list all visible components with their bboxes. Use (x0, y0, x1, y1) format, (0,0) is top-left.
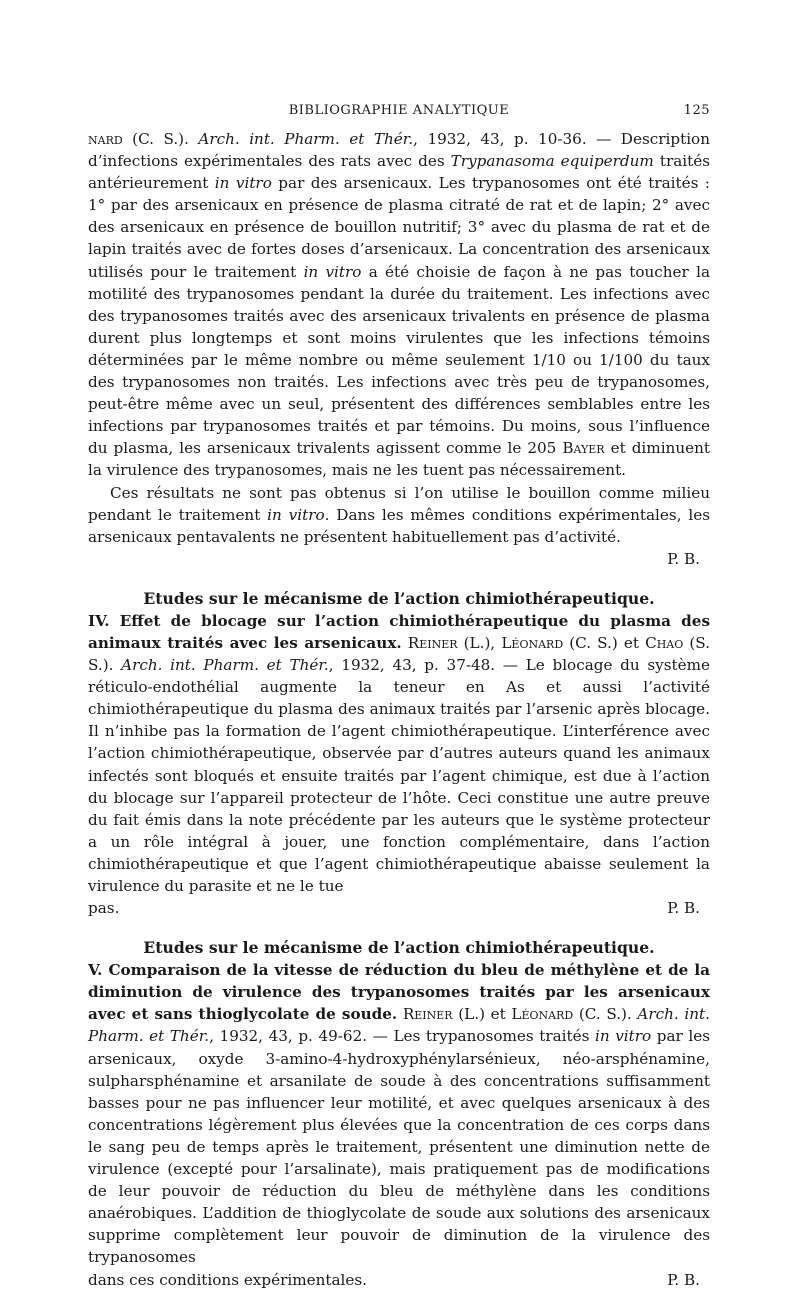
page (88, 100, 710, 1291)
author-name: Reiner (407, 633, 458, 652)
journal-name: Arch. int. Pharm. et Thér. (121, 656, 329, 675)
signature: P. B. (667, 899, 700, 918)
signature: P. B. (667, 549, 700, 568)
article-subheading: IV. Effet de blocage sur l’action chimiothérapeutique du plasma des animaux traités avec les arsenicaux. (88, 611, 710, 652)
journal-name: Arch. int. Pharm. et Thér. (88, 1005, 710, 1046)
product-name: Bayer (562, 439, 605, 458)
running-header (88, 100, 710, 124)
article-2 (88, 588, 710, 919)
author-name: Reiner (402, 1005, 453, 1024)
article-1-paragraph-2: Ces résultats ne sont pas obtenus si l’on utilise le bouillon comme milieu pendant le traitement in vitro. Dans les mêmes conditions expérimentales, les arsenicaux pentavalents ne présentent habituellement pas d’activité. (88, 483, 711, 546)
article-3 (88, 937, 710, 1290)
author-name: Léonard (501, 633, 564, 652)
author-name: Léonard (511, 1005, 574, 1024)
article-2-body: IV. Effet de blocage sur l’action chimiothérapeutique du plasma des animaux traités avec les arsenicaux. Reiner (L.), Léonard (C. S.) et Chao (S. S.). Arch. int. Pharm. et Thér., 1932, 43, p. 37-48. — Le blocage du système réticulo-endothélial augmente la teneur en As et aussi l’activité chimiothérapeutique du plasma des animaux traités par l’arsenic après blocage. Il n’inhibe pas la formation de l’agent chimiothérapeutique. L’interférence avec l’action chimiothérapeutique, observée par d’autres auteurs quand les animaux infectés sont bloqués et ensuite traités par l’agent chimique, est due à l’action du blocage sur l’appareil protecteur de l’hôte. Ceci constitue une autre preuve du fait émis dans la note précédente par les auteurs que le système protecteur a un rôle intégral à jouer, une fonction complémentaire, dans l’action chimiothérapeutique et que l’agent chimiothérapeutique abaisse seulement la virulence du parasite et ne le tue (88, 611, 711, 895)
article-subheading: V. Comparaison de la vitesse de réduction du bleu de méthylène et de la diminution de virulence des trypanosomes traités par les arsenicaux avec et sans thioglycolate de soude. (88, 961, 710, 1024)
article-3-body: V. Comparaison de la vitesse de réduction du bleu de méthylène et de la diminution de virulence des trypanosomes traités par les arsenicaux avec et sans thioglycolate de soude. Reiner (L.) et Léonard (C. S.). Arch. int. Pharm. et Thér., 1932, 43, p. 49-62. — Les trypanosomes traités in vitro par les arsenicaux, oxyde 3-amino-4-hydroxyphénylarsénieux, néo-arsphénamine, sulpharsphénamine et arsanilate de soude à des concentrations suffisamment basses pour ne pas influencer leur motilité, et avec quelques arsenicaux à des concentrations légèrement plus élevées que la concentration de ces corps dans le sang peu de temps après le traitement, présentent une diminution nette de virulence (excepté pour l’arsalinate), mais pratiquement pas de modifications de leur pouvoir de réduction du bleu de méthylène dans les conditions anaérobiques. L’addition de thioglycolate de soude aux solutions des arsenicaux supprime complètement leur pouvoir de diminution de la virulence des trypanosomes (88, 961, 710, 1267)
author-name: nard (88, 130, 123, 148)
page-number: 125 (683, 103, 710, 118)
article-2-last-line: pas. P. B. (88, 897, 710, 919)
article-3-last-line: dans ces conditions expérimentales. P. B. (88, 1269, 710, 1291)
article-heading: Etudes sur le mécanisme de l’action chimiothérapeutique. (143, 938, 655, 958)
article-heading: Etudes sur le mécanisme de l’action chimiothérapeutique. (143, 588, 655, 608)
article-1-body: nard (C. S.). Arch. int. Pharm. et Thér., 1932, 43, p. 10-36. — Description d’infections expérimentales des rats avec des Trypanasoma equiperdum traités antérieurement in vitro par des arsenicaux. Les trypanosomes ont été traités : 1° par des arsenicaux en présence de plasma citraté de rat et de lapin; 2° avec des arsenicaux en présence de bouillon nutritif; 3° avec du plasma de rat et de lapin traités avec de fortes doses d’arsenicaux. La concentration des arsenicaux utilisés pour le traitement in vitro a été choisie de façon à ne pas toucher la motilité des trypanosomes pendant la durée du traitement. Les infections avec des trypanosomes traités avec des arsenicaux trivalents en présence de plasma durent plus longtemps et sont moins virulentes que les infections témoins déterminées par le même nombre ou même seulement 1/10 ou 1/100 du taux des trypanosomes non traités. Les infections avec très peu de trypanosomes, peut-être même avec un seul, présentent des différences semblables entre les infections par trypanosomes traités et par témoins. Du moins, sous l’influence du plasma, les arsenicaux trivalents agissent comme le 205 Bayer et diminuent la virulence des trypanosomes, mais ne les tuent pas nécessairement. (88, 130, 710, 480)
species-name: Trypanasoma equiperdum (450, 152, 654, 171)
journal-name: Arch. int. Pharm. et Thér. (198, 130, 414, 148)
header-title: BIBLIOGRAPHIE ANALYTIQUE (288, 103, 510, 118)
author-name: Chao (645, 633, 684, 652)
article-1 (88, 128, 710, 570)
signature: P. B. (667, 1270, 700, 1289)
